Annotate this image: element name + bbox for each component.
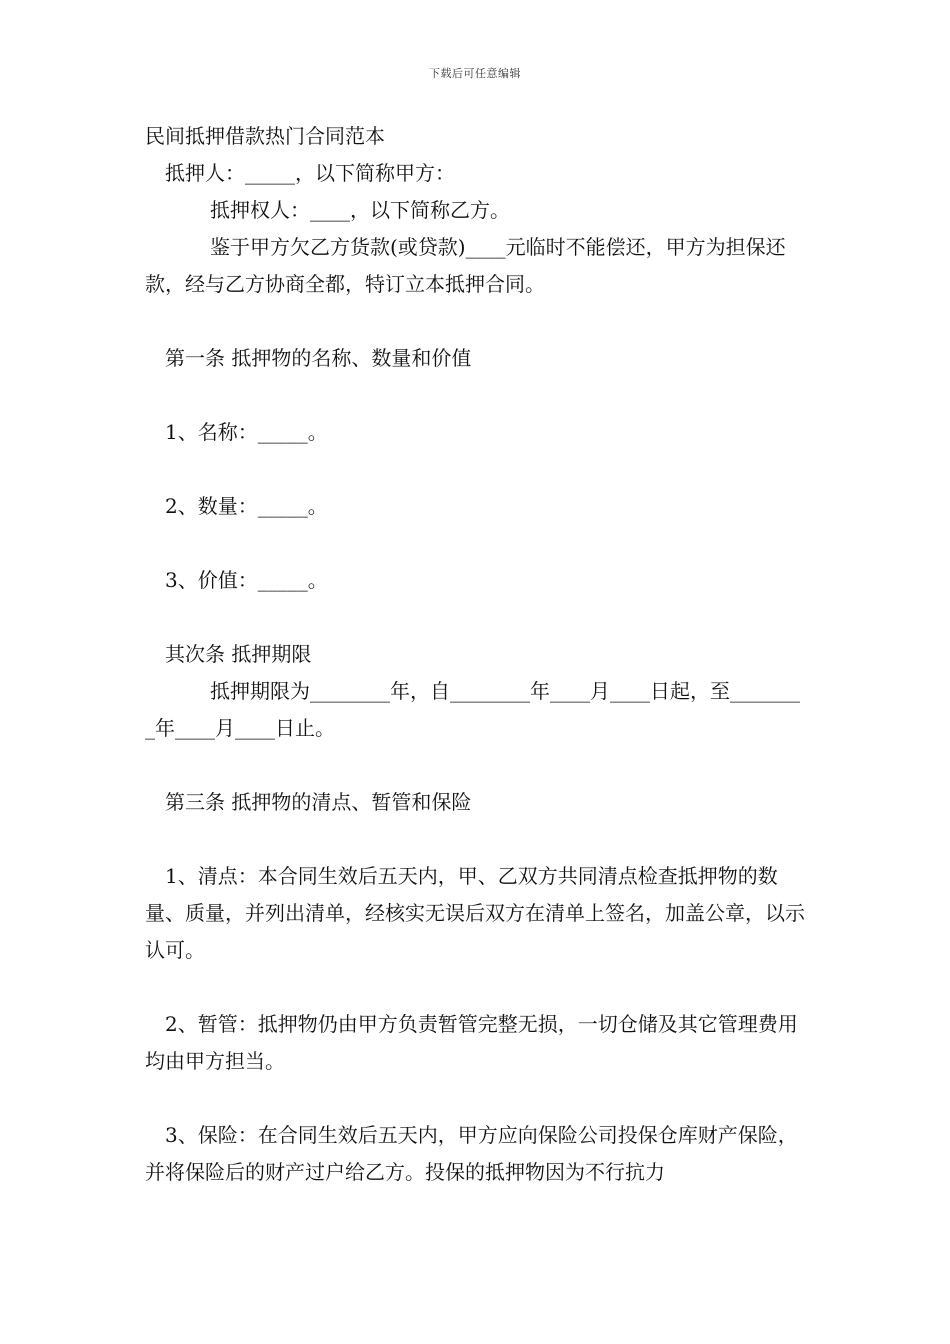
preamble-paragraph: 鉴于甲方欠乙方货款(或贷款)____元临时不能偿还，甲方为担保还款，经与乙方协商全都，特订立本抵押合同。 [145, 235, 786, 296]
article-3-item-insurance: 3、保险：在合同生效后五天内，甲方应向保险公司投保仓库财产保险，并将保险后的财产过户给乙方。投保的抵押物因为不行抗力 [145, 1123, 798, 1184]
article-2-body: 抵押期限为________年，自________年____月____日起，至________年____月____日止。 [145, 679, 800, 740]
article-1-item-value: 3、价值：_____。 [165, 568, 328, 592]
party-a-line: 抵押人：_____，以下简称甲方： [165, 161, 455, 185]
article-2-heading: 其次条 抵押期限 [165, 642, 312, 666]
article-1-item-quantity: 2、数量：_____。 [165, 494, 328, 518]
article-3-item-inventory: 1、清点：本合同生效后五天内，甲、乙双方共同清点检查抵押物的数量、质量，并列出清单，经核实无误后双方在清单上签名，加盖公章，以示认可。 [145, 864, 805, 962]
party-b-line: 抵押权人：____，以下简称乙方。 [210, 198, 510, 222]
article-3-heading: 第三条 抵押物的清点、暂管和保险 [165, 790, 472, 814]
document-body [145, 118, 807, 1191]
article-3-item-custody: 2、暂管：抵押物仍由甲方负责暂管完整无损，一切仓储及其它管理费用均由甲方担当。 [145, 1012, 798, 1073]
document-title: 民间抵押借款热门合同范本 [145, 124, 385, 148]
article-1-heading: 第一条 抵押物的名称、数量和价值 [165, 346, 472, 370]
header-note: 下载后可任意编辑 [429, 67, 521, 80]
article-1-item-name: 1、名称：_____。 [165, 420, 328, 444]
